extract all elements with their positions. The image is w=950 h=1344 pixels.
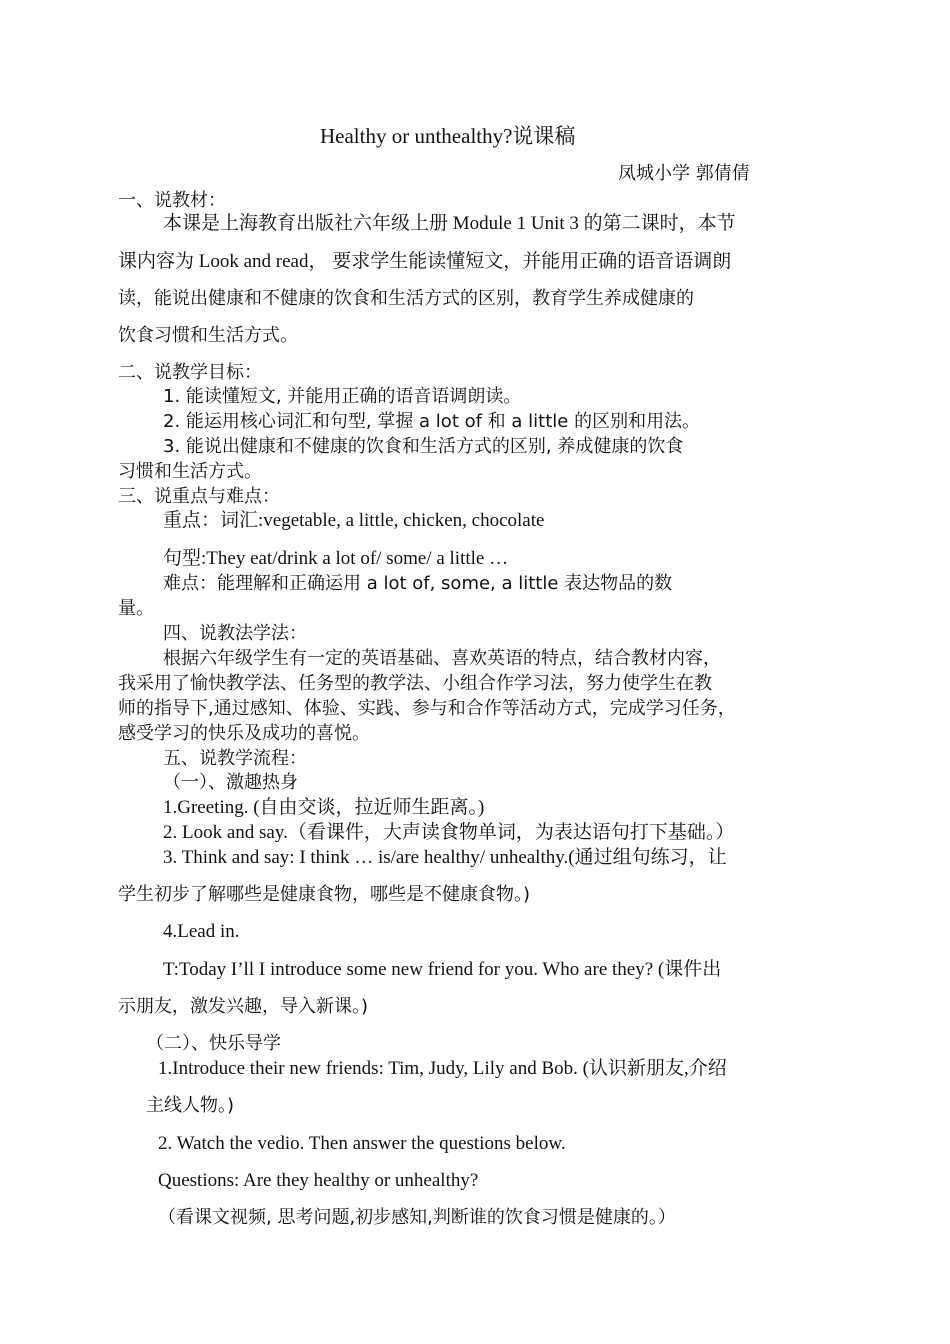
objective-item: 1. 能读懂短文, 并能用正确的语音语调朗读。 [163,386,522,407]
step-line: 3. Think and say: I think … is/are healthy/ unhealthy.(通过组句练习，让 [163,847,727,868]
subsection-heading-guided-learning: （二）、快乐导学 [146,1033,281,1054]
objective-item: 3. 能说出健康和不健康的饮食和生活方式的区别, 养成健康的饮食 [163,436,684,457]
subsection-heading-warmup: （一）、激趣热身 [163,772,298,793]
step-line: 2. Look and say.（看课件，大声读食物单词，为表达语句打下基础。） [163,822,735,843]
step-line-continued: 学生初步了解哪些是健康食物，哪些是不健康食物。) [118,884,531,905]
paragraph-line: 根据六年级学生有一定的英语基础、喜欢英语的特点，结合教材内容， [163,648,721,669]
step-line: T:Today I’ll I introduce some new friend for you. Who are they? (课件出 [163,959,722,980]
step-line: 4.Lead in. [163,921,240,942]
objective-item-continued: 习惯和生活方式。 [118,461,262,482]
paragraph-line: 师的指导下,通过感知、体验、实践、参与和合作等活动方式，完成学习任务， [118,698,736,719]
document-title: Healthy or unthealthy?说课稿 [320,124,576,148]
objective-item: 2. 能运用核心词汇和句型, 掌握 a lot of 和 a little 的区别和用法。 [163,411,701,432]
step-line-continued: 主线人物。) [146,1095,235,1116]
paragraph-line: 我采用了愉快教学法、任务型的教学法、小组合作学习法，努力使学生在教 [118,673,712,694]
step-note: （看课文视频, 思考问题,初步感知,判断谁的饮食习惯是健康的。） [158,1207,676,1228]
paragraph-line: 本课是上海教育出版社六年级上册 Module 1 Unit 3 的第二课时，本节 [163,213,736,234]
paragraph-line: 课内容为 Look and read， 要求学生能读懂短文，并能用正确的语音语调朗 [118,251,732,272]
step-line-continued: 示朋友，激发兴趣，导入新课。) [118,996,369,1017]
difficulty-line-continued: 量。 [118,598,154,619]
paragraph-line: 读，能说出健康和不健康的饮食和生活方式的区别，教育学生养成健康的 [118,288,694,309]
author-line: 凤城小学 郭倩倩 [618,163,750,184]
question-line: Questions: Are they healthy or unhealthy? [158,1170,479,1191]
paragraph-line: 感受学习的快乐及成功的喜悦。 [118,723,370,744]
step-line: 1.Introduce their new friends: Tim, Judy, Lily and Bob. (认识新朋友,介绍 [158,1058,727,1079]
paragraph-line: 饮食习惯和生活方式。 [118,325,298,346]
section-heading-key-points: 三、说重点与难点： [118,486,280,507]
section-heading-objectives: 二、说教学目标： [118,362,262,383]
step-line: 2. Watch the vedio. Then answer the questions below. [158,1133,566,1154]
key-point-sentence: 句型:They eat/drink a lot of/ some/ a little … [163,548,509,569]
section-heading-textbook: 一、说教材： [118,190,226,211]
section-heading-process: 五、说教学流程： [163,748,307,769]
section-heading-methods: 四、说教法学法： [163,623,307,644]
key-point-vocabulary: 重点：词汇:vegetable, a little, chicken, chocolate [163,510,545,531]
difficulty-line: 难点：能理解和正确运用 a lot of, some, a little 表达物品的数 [163,573,673,594]
step-line: 1.Greeting. (自由交谈，拉近师生距离。) [163,797,485,818]
